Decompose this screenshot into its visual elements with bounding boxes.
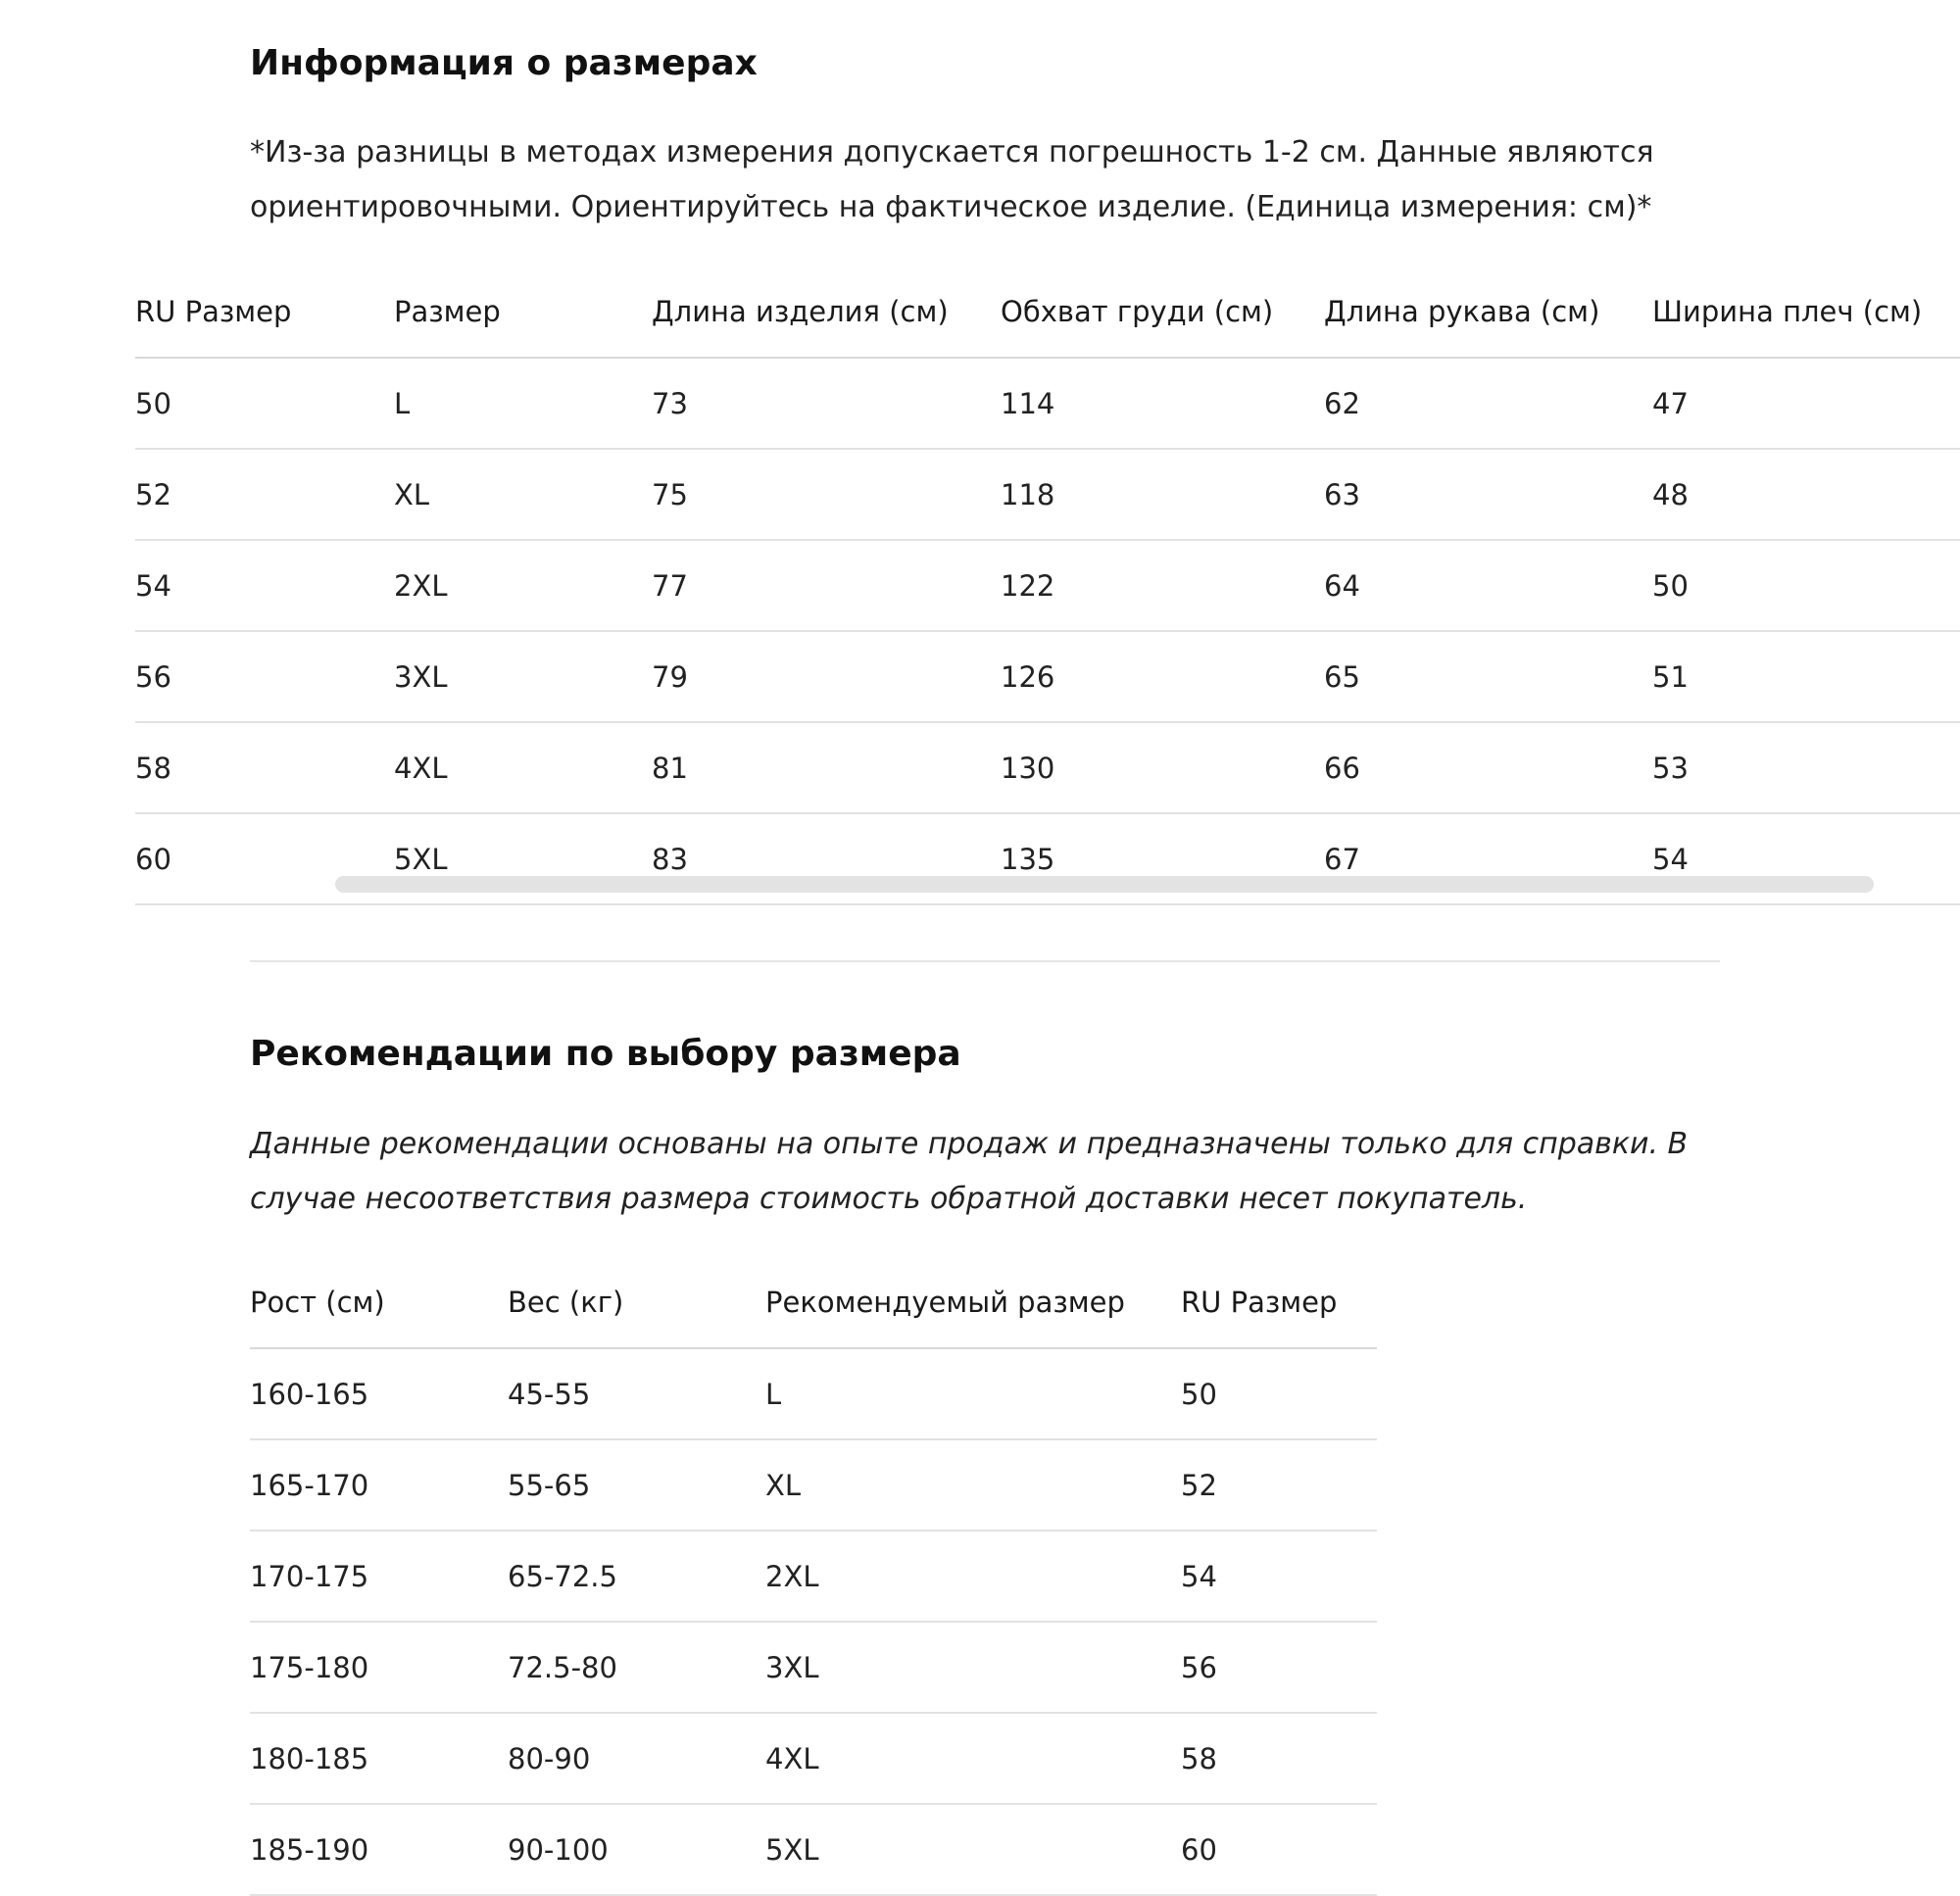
table-cell: 114 (1001, 358, 1324, 449)
column-header-ru-size: RU Размер (135, 267, 394, 358)
table-cell: 50 (1652, 540, 1960, 631)
table-cell: 175-180 (250, 1622, 508, 1713)
size-info-title: Информация о размерах (250, 43, 758, 83)
table-cell: XL (394, 449, 652, 540)
table-cell: 122 (1001, 540, 1324, 631)
column-header-sleeve: Длина рукава (см) (1324, 267, 1652, 358)
table-cell: 2XL (765, 1531, 1181, 1622)
table-cell: 3XL (765, 1622, 1181, 1713)
table-cell: 54 (1652, 813, 1960, 904)
table-cell: 83 (652, 813, 1001, 904)
table-cell: 54 (1181, 1531, 1377, 1622)
table-cell: 63 (1324, 449, 1652, 540)
table-cell: 45-55 (508, 1348, 765, 1439)
table-cell: 54 (135, 540, 394, 631)
table-row (135, 540, 1960, 631)
size-table-header-row (135, 267, 1960, 358)
table-cell: 66 (1324, 722, 1652, 813)
recommendations-table (250, 1257, 1377, 1896)
column-header-shoulder: Ширина плеч (см) (1652, 267, 1960, 358)
column-header-length: Длина изделия (см) (652, 267, 1001, 358)
section-divider (250, 960, 1720, 962)
table-cell: 75 (652, 449, 1001, 540)
table-cell: 90-100 (508, 1804, 765, 1895)
table-cell: 3XL (394, 631, 652, 722)
column-header-height: Рост (см) (250, 1257, 508, 1348)
table-cell: 80-90 (508, 1713, 765, 1804)
recommendations-table-header-row (250, 1257, 1377, 1348)
table-row (135, 722, 1960, 813)
table-cell: 52 (1181, 1439, 1377, 1531)
table-cell: 51 (1652, 631, 1960, 722)
table-row (250, 1531, 1377, 1622)
table-cell: 48 (1652, 449, 1960, 540)
table-row (135, 631, 1960, 722)
table-row (250, 1804, 1377, 1895)
table-cell: 60 (1181, 1804, 1377, 1895)
table-cell: 135 (1001, 813, 1324, 904)
table-cell: 53 (1652, 722, 1960, 813)
table-cell: 65 (1324, 631, 1652, 722)
table-row (250, 1439, 1377, 1531)
table-cell: 60 (135, 813, 394, 904)
table-cell: 65-72.5 (508, 1531, 765, 1622)
table-cell: 73 (652, 358, 1001, 449)
table-cell: 81 (652, 722, 1001, 813)
column-header-chest: Обхват груди (см) (1001, 267, 1324, 358)
table-cell: 50 (135, 358, 394, 449)
table-cell: 52 (135, 449, 394, 540)
table-cell: 126 (1001, 631, 1324, 722)
table-cell: 72.5-80 (508, 1622, 765, 1713)
table-cell: 5XL (765, 1804, 1181, 1895)
table-row (135, 449, 1960, 540)
table-row (250, 1348, 1377, 1439)
table-cell: 77 (652, 540, 1001, 631)
table-cell: 165-170 (250, 1439, 508, 1531)
column-header-ru-size: RU Размер (1181, 1257, 1377, 1348)
size-table-horizontal-scrollbar[interactable] (335, 876, 1874, 893)
table-cell: 185-190 (250, 1804, 508, 1895)
table-cell: L (394, 358, 652, 449)
table-cell: 118 (1001, 449, 1324, 540)
column-header-recommended-size: Рекомендуемый размер (765, 1257, 1181, 1348)
table-cell: 50 (1181, 1348, 1377, 1439)
table-cell: 55-65 (508, 1439, 765, 1531)
column-header-size: Размер (394, 267, 652, 358)
table-cell: 130 (1001, 722, 1324, 813)
table-cell: 56 (1181, 1622, 1377, 1713)
table-cell: 4XL (394, 722, 652, 813)
table-cell: 62 (1324, 358, 1652, 449)
table-cell: 67 (1324, 813, 1652, 904)
table-cell: 170-175 (250, 1531, 508, 1622)
table-cell: 160-165 (250, 1348, 508, 1439)
table-cell: L (765, 1348, 1181, 1439)
table-cell: 56 (135, 631, 394, 722)
table-row (135, 358, 1960, 449)
size-info-note: *Из-за разницы в методах измерения допускается погрешность 1-2 см. Данные являются ориентировочными. Ориентируйтесь на фактическое изделие. (Единица измерения: см)* (250, 135, 1654, 224)
table-cell: 58 (135, 722, 394, 813)
table-row (250, 1622, 1377, 1713)
table-cell: 4XL (765, 1713, 1181, 1804)
table-cell: 2XL (394, 540, 652, 631)
table-cell: 180-185 (250, 1713, 508, 1804)
table-cell: XL (765, 1439, 1181, 1531)
table-cell: 47 (1652, 358, 1960, 449)
size-table (135, 267, 1960, 905)
recommendations-note: Данные рекомендации основаны на опыте продаж и предназначены только для справки. В случае несоответствия размера стоимость обратной доставки несет покупатель. (250, 1127, 1689, 1216)
table-cell: 5XL (394, 813, 652, 904)
table-cell: 64 (1324, 540, 1652, 631)
recommendations-title: Рекомендации по выбору размера (250, 1034, 961, 1074)
column-header-weight: Вес (кг) (508, 1257, 765, 1348)
table-row (250, 1713, 1377, 1804)
table-cell: 58 (1181, 1713, 1377, 1804)
table-cell: 79 (652, 631, 1001, 722)
